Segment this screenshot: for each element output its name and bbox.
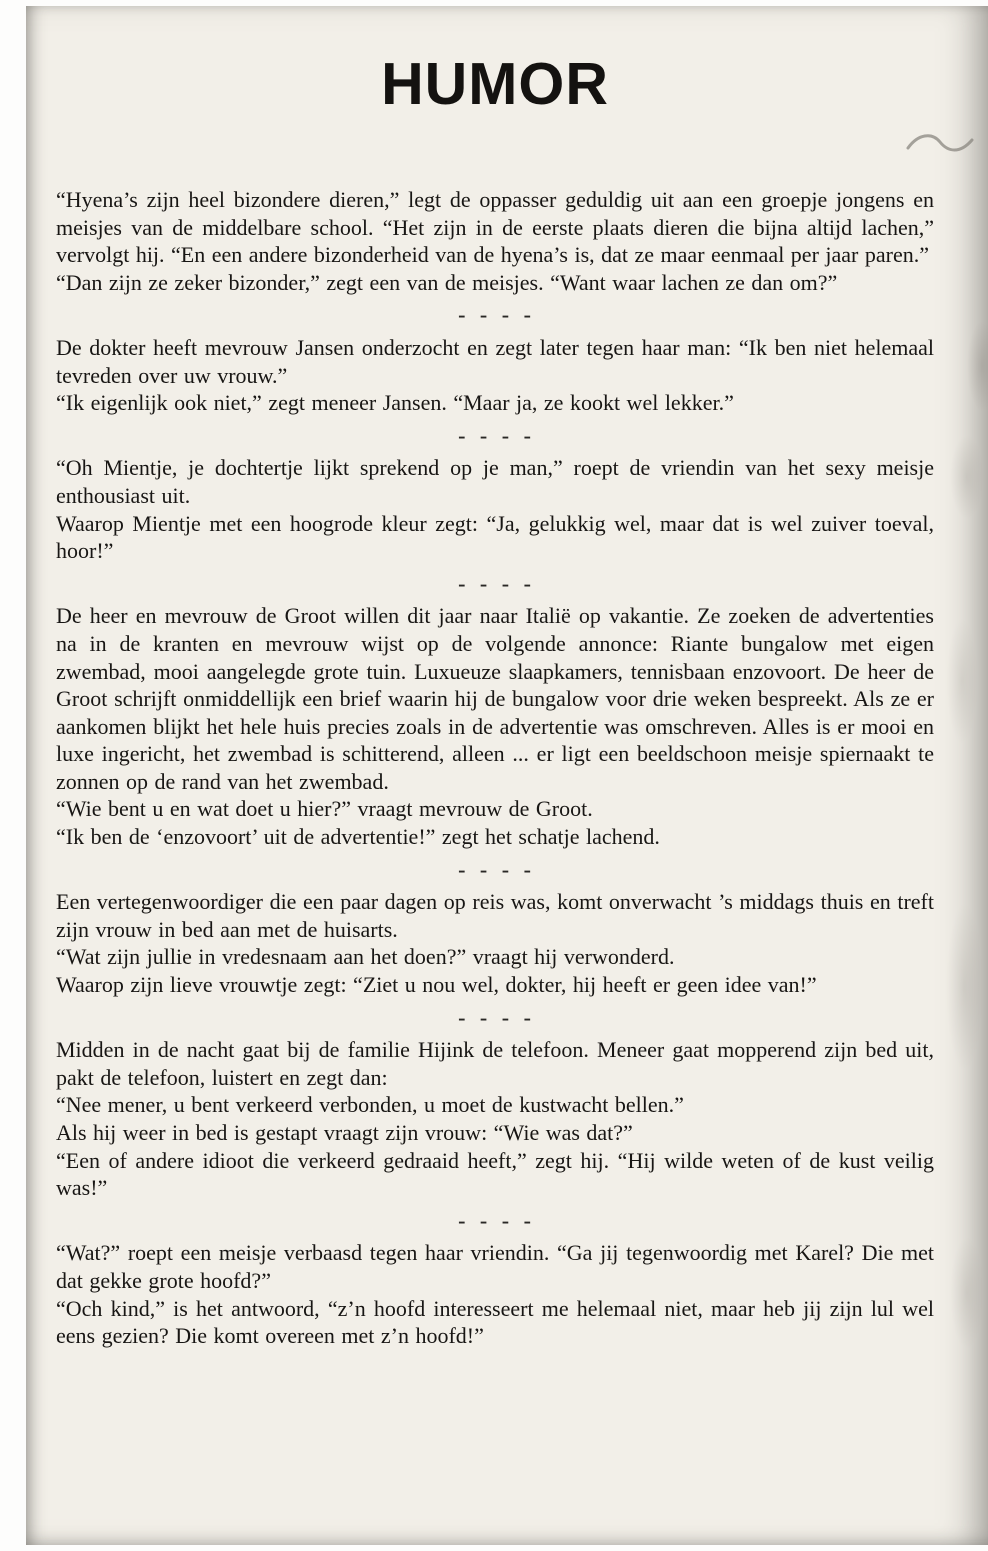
joke-block: [56, 334, 934, 417]
joke-paragraph: “Nee mener, u bent verkeerd verbonden, u moet de kustwacht bellen.”: [56, 1092, 684, 1118]
joke-block: [56, 602, 934, 850]
jokes-section: [56, 186, 934, 1350]
joke-paragraph: “Een of andere idioot die verkeerd gedraaid heeft,” zegt hij. “Hij wilde weten of de kust veilig was!”: [56, 1147, 934, 1201]
scanned-magazine-page: [26, 6, 988, 1545]
joke-paragraph: “Dan zijn ze zeker bizonder,” zegt een van de meisjes. “Want waar lachen ze dan om?”: [56, 269, 838, 295]
joke-block: [56, 1036, 934, 1202]
joke-paragraph: Waarop Mientje met een hoogrode kleur zegt: “Ja, gelukkig wel, maar dat is wel zuiver toeval, hoor!”: [56, 510, 934, 564]
joke-paragraph: “Oh Mientje, je dochtertje lijkt sprekend op je man,” roept de vriendin van het sexy meisje enthousiast uit.: [56, 455, 934, 508]
joke-paragraph: Als hij weer in bed is gestapt vraagt zijn vrouw: “Wie was dat?”: [56, 1120, 633, 1145]
joke-paragraph: “Och kind,” is het antwoord, “z’n hoofd interesseert me helemaal niet, maar heb jij zijn lul wel eens gezien? Die komt overeen met z’n hoofd!”: [56, 1295, 934, 1349]
joke-block: [56, 888, 934, 998]
joke-paragraph: “Wie bent u en wat doet u hier?” vraagt mevrouw de Groot.: [56, 796, 593, 822]
joke-paragraph: Midden in de nacht gaat bij de familie Hijink de telefoon. Meneer gaat mopperend zijn bed uit, pakt de telefoon, luistert en zegt dan:: [56, 1037, 934, 1090]
section-divider: - - - -: [458, 570, 532, 596]
joke-paragraph: Een vertegenwoordiger die een paar dagen op reis was, komt onverwacht ’s middags thuis en treft zijn vrouw in bed aan met de huisarts.: [56, 889, 934, 942]
section-divider: - - - -: [458, 1207, 532, 1233]
section-divider: - - - -: [458, 302, 532, 328]
joke-paragraph: “Ik ben de ‘enzovoort’ uit de advertentie!” zegt het schatje lachend.: [56, 824, 660, 850]
joke-paragraph: De dokter heeft mevrouw Jansen onderzocht en zegt later tegen haar man: “Ik ben niet helemaal tevreden over uw vrouw.”: [56, 334, 934, 388]
joke-paragraph: De heer en mevrouw de Groot willen dit jaar naar Italië op vakantie. Ze zoeken de advertenties na in de kranten en mevrouw wijst op de volgende annonce: Riante bungalow met eigen zwembad, mooi aangelegde grote tuin. Luxueuze slaapkamers, tennisbaan enzovoort. De heer de Groot schrijft onmiddellijk een brief waarin hij de bungalow voor drie weken bespreekt. Als ze er aankomen blijkt het hele huis precies zoals in de advertentie was omschreven. Alles is er mooi en luxe ingericht, het zwembad is schitterend, alleen ... er ligt een beeldschoon meisje spiernaakt te zonnen op de rand van het zwembad.: [56, 603, 934, 794]
joke-block: [56, 1239, 934, 1349]
joke-paragraph: “Wat zijn jullie in vredesnaam aan het doen?” vraagt hij verwonderd.: [56, 944, 675, 970]
section-divider: - - - -: [458, 422, 532, 448]
page-content: [26, 50, 988, 1350]
joke-block: [56, 186, 934, 296]
section-divider: - - - -: [458, 856, 532, 882]
section-divider: - - - -: [458, 1004, 532, 1030]
joke-paragraph: Waarop zijn lieve vrouwtje zegt: “Ziet u nou wel, dokter, hij heeft er geen idee van!”: [56, 972, 817, 998]
joke-paragraph: “Ik eigenlijk ook niet,” zegt meneer Jansen. “Maar ja, ze kookt wel lekker.”: [56, 390, 734, 416]
page-title: HUMOR: [381, 51, 609, 117]
joke-block: [56, 454, 934, 564]
joke-paragraph: “Hyena’s zijn heel bizondere dieren,” legt de oppasser geduldig uit aan een groepje jongens en meisjes van de middelbare school. “Het zijn in de eerste plaats dieren die bijna altijd lachen,” vervolgt hij. “En een andere bizonderheid van de hyena’s is, dat ze maar eenmaal per jaar paren.”: [56, 187, 934, 268]
joke-paragraph: “Wat?” roept een meisje verbaasd tegen haar vriendin. “Ga jij tegenwoordig met Karel? Die met dat gekke grote hoofd?”: [56, 1240, 934, 1293]
